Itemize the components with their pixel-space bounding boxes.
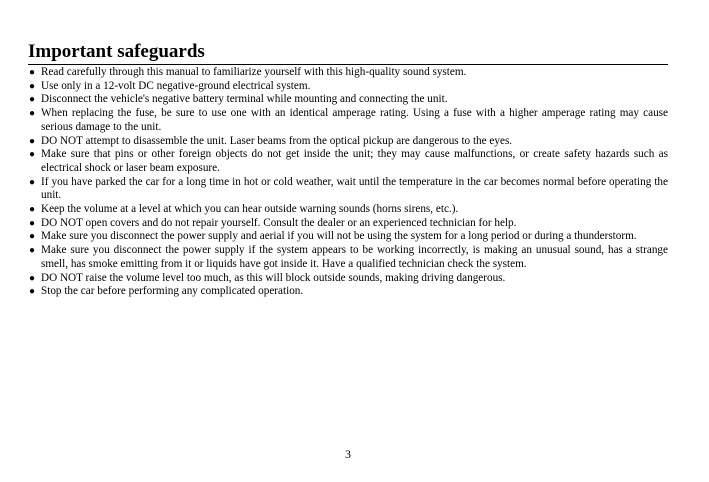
bullet-icon: ●	[29, 67, 36, 78]
list-item	[28, 272, 668, 286]
bullet-icon: ●	[29, 286, 36, 298]
list-item-text: If you have parked the car for a long time in hot or cold weather, wait until the temperature in the car becomes normal before operating the unit.	[41, 175, 668, 202]
bullet-icon: ●	[29, 204, 36, 216]
bullet-icon: ●	[29, 80, 36, 92]
list-item-text: When replacing the fuse, be sure to use one with an identical amperage rating. Using a fuse with a higher amperage rating may cause serious damage to the unit.	[41, 107, 668, 133]
list-item	[28, 148, 668, 175]
page-heading: Important safeguards	[28, 41, 205, 62]
list-item	[28, 244, 668, 271]
safeguards-list	[28, 66, 668, 299]
list-item-text: Read carefully through this manual to familiarize yourself with this high-quality sound system.	[41, 66, 467, 78]
list-item	[28, 93, 668, 107]
list-item-text: Make sure that pins or other foreign objects do not get inside the unit; they may cause malfunctions, or create safety hazards such as electrical shock or laser beam exposure.	[41, 148, 668, 174]
list-item-text: Stop the car before performing any complicated operation.	[41, 285, 304, 298]
list-item	[28, 285, 668, 299]
bullet-icon: ●	[29, 245, 36, 257]
bullet-icon: ●	[29, 149, 36, 161]
manual-page	[28, 0, 668, 482]
list-item	[28, 176, 668, 203]
list-item	[28, 107, 668, 134]
bullet-icon: ●	[29, 231, 36, 243]
list-item-text: DO NOT open covers and do not repair yourself. Consult the dealer or an experienced technician for help.	[41, 216, 517, 229]
bullet-icon: ●	[29, 94, 36, 106]
page-number: 3	[345, 447, 351, 461]
list-item-text: Keep the volume at a level at which you can hear outside warning sounds (horns sirens, etc.).	[41, 203, 459, 216]
list-item-text: Make sure you disconnect the power supply and aerial if you will not be using the system for a long period or during a thunderstorm.	[41, 230, 637, 243]
bullet-icon: ●	[29, 217, 36, 229]
list-item	[28, 230, 668, 244]
bullet-icon: ●	[29, 176, 36, 188]
list-item	[28, 66, 668, 80]
bullet-icon: ●	[29, 272, 36, 284]
list-item	[28, 203, 668, 217]
list-item	[28, 80, 668, 94]
list-item-text: Make sure you disconnect the power supply if the system appears to be working incorrectly, is making an unusual sound, has a strange smell, has smoke emitting from it or liquids have got inside it. Have a qualified technician check the system.	[41, 244, 668, 270]
bullet-icon: ●	[29, 108, 36, 120]
list-item	[28, 217, 668, 231]
list-item	[28, 135, 668, 149]
bullet-icon: ●	[29, 135, 36, 147]
list-item-text: Use only in a 12-volt DC negative-ground electrical system.	[41, 79, 311, 92]
list-item-text: DO NOT attempt to disassemble the unit. Laser beams from the optical pickup are dangerous to the eyes.	[41, 134, 513, 147]
list-item-text: DO NOT raise the volume level too much, as this will block outside sounds, making driving dangerous.	[41, 271, 506, 284]
list-item-text: Disconnect the vehicle's negative battery terminal while mounting and connecting the unit.	[41, 93, 448, 106]
heading-rule	[28, 64, 668, 65]
